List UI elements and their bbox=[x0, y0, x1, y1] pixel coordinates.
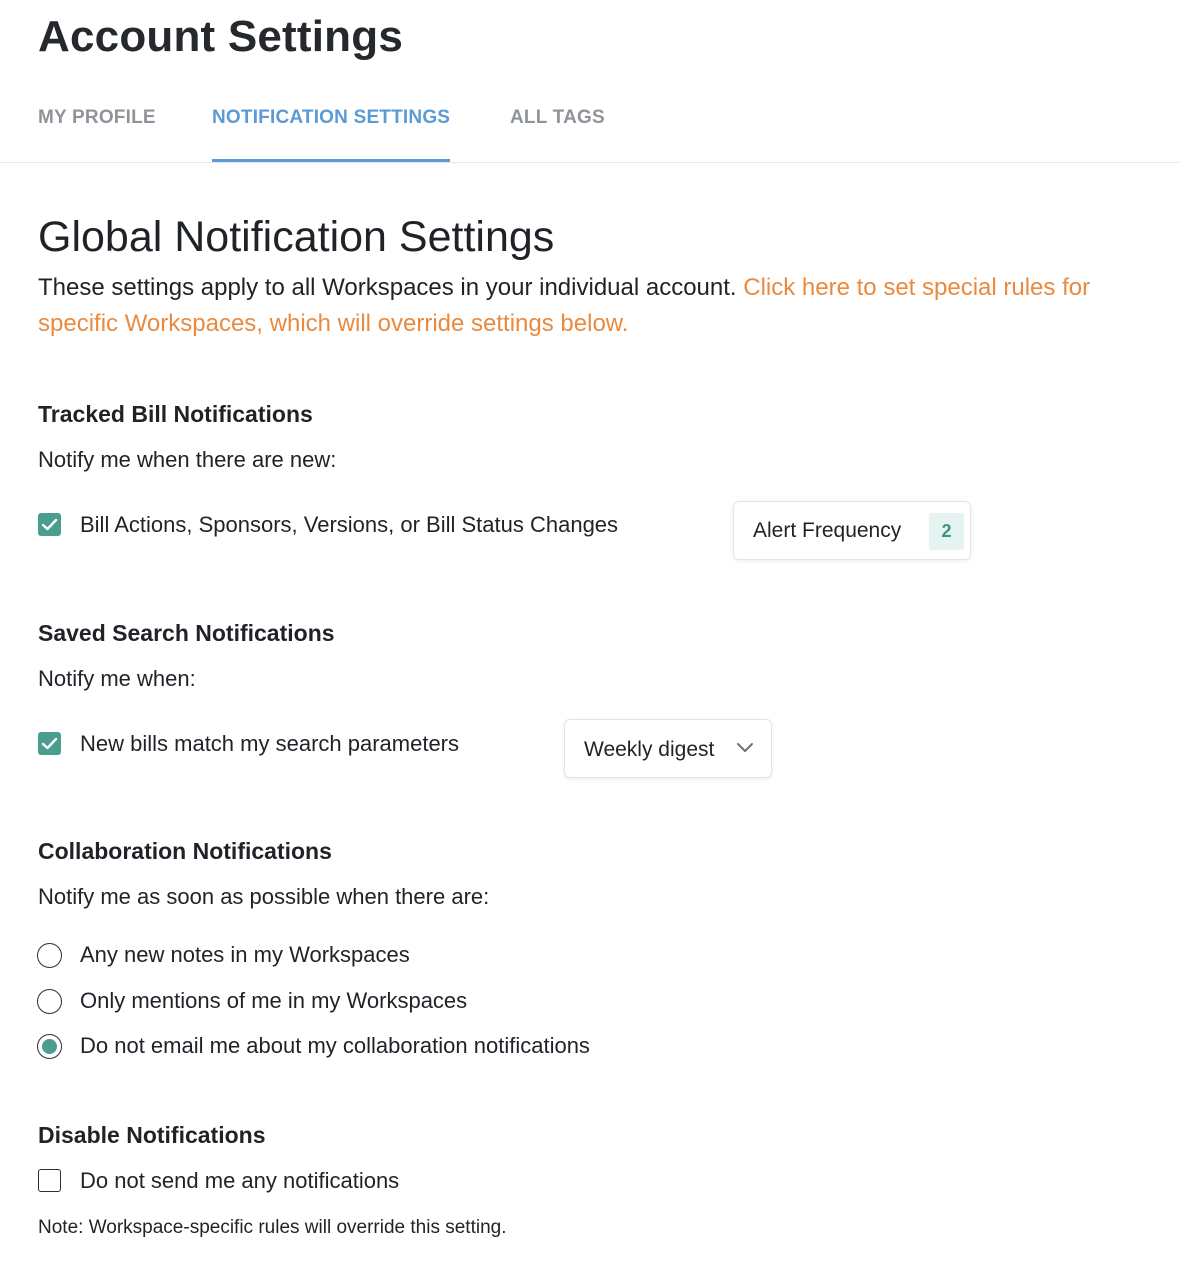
tracked-bill-title: Tracked Bill Notifications bbox=[38, 401, 313, 427]
settings-tabs bbox=[0, 86, 1180, 163]
tab-my-profile[interactable]: MY PROFILE bbox=[38, 107, 156, 128]
digest-frequency-value: Weekly digest bbox=[584, 738, 715, 761]
checkmark-icon bbox=[41, 517, 58, 532]
do-not-email-label: Do not email me about my collaboration notifications bbox=[80, 1033, 590, 1058]
checkmark-icon bbox=[41, 736, 58, 751]
tab-all-tags[interactable]: ALL TAGS bbox=[510, 107, 605, 128]
chevron-down-icon bbox=[736, 742, 754, 754]
workspace-rules-link[interactable]: Click here to set special rules for specific Workspaces, which will override settings below. bbox=[38, 274, 1091, 337]
disable-all-label: Do not send me any notifications bbox=[80, 1168, 400, 1193]
page-title: Account Settings bbox=[38, 12, 403, 61]
radio-only-mentions[interactable] bbox=[37, 989, 62, 1014]
tracked-bill-subtitle: Notify me when there are new: bbox=[38, 447, 337, 472]
radio-selected-dot bbox=[42, 1039, 57, 1054]
tab-notification-settings[interactable]: NOTIFICATION SETTINGS bbox=[212, 86, 450, 162]
collaboration-subtitle: Notify me as soon as possible when there are: bbox=[38, 884, 490, 909]
intro-paragraph bbox=[38, 270, 1148, 342]
disable-all-checkbox[interactable] bbox=[38, 1169, 61, 1192]
radio-do-not-email[interactable] bbox=[37, 1034, 62, 1059]
disable-title: Disable Notifications bbox=[38, 1122, 266, 1148]
collaboration-title: Collaboration Notifications bbox=[38, 838, 332, 864]
bill-changes-checkbox[interactable] bbox=[38, 513, 61, 536]
radio-any-new-notes[interactable] bbox=[37, 943, 62, 968]
bill-changes-label: Bill Actions, Sponsors, Versions, or Bill Status Changes bbox=[80, 512, 619, 537]
search-match-checkbox[interactable] bbox=[38, 732, 61, 755]
alert-frequency-button[interactable] bbox=[733, 501, 971, 560]
section-heading: Global Notification Settings bbox=[38, 213, 555, 261]
only-mentions-label: Only mentions of me in my Workspaces bbox=[80, 988, 468, 1013]
search-match-label: New bills match my search parameters bbox=[80, 731, 460, 756]
override-note: Note: Workspace-specific rules will override this setting. bbox=[38, 1217, 507, 1238]
digest-frequency-select[interactable] bbox=[564, 719, 772, 778]
any-new-notes-label: Any new notes in my Workspaces bbox=[80, 942, 410, 967]
saved-search-subtitle: Notify me when: bbox=[38, 666, 196, 691]
saved-search-title: Saved Search Notifications bbox=[38, 620, 335, 646]
alert-frequency-count-badge: 2 bbox=[929, 513, 964, 550]
intro-text: These settings apply to all Workspaces in your individual account. bbox=[38, 274, 737, 301]
alert-frequency-label: Alert Frequency bbox=[753, 519, 902, 542]
